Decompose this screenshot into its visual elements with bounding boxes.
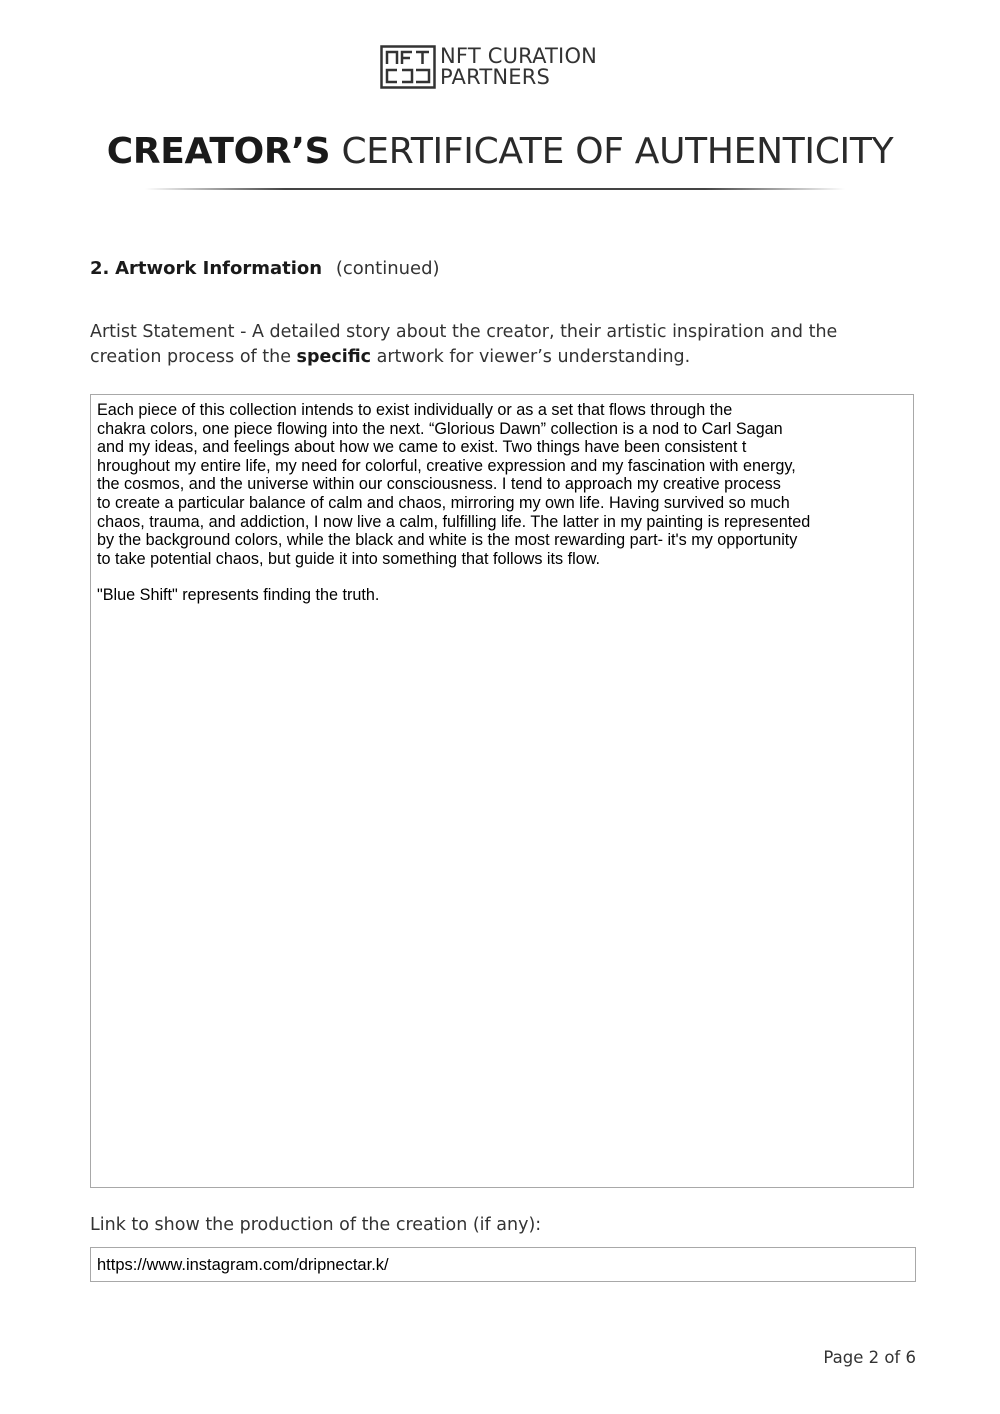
- label-emphasis: specific: [296, 347, 372, 367]
- artist-statement-field[interactable]: [90, 394, 914, 1188]
- statement-line: and my ideas, and feelings about how we came to exist. Two things have been consistent t: [97, 438, 747, 457]
- statement-line: to take potential chaos, but guide it into something that follows its flow.: [97, 549, 601, 568]
- statement-line: Each piece of this collection intends to exist individually or as a set that flows through the: [97, 401, 733, 419]
- logo-line-1: NFT CURATION: [440, 44, 598, 68]
- statement-paragraph-1: [97, 401, 909, 568]
- statement-line: hroughout my entire life, my need for colorful, creative expression and my fascination with energy,: [97, 456, 796, 475]
- title-rest: CERTIFICATE OF AUTHENTICITY: [330, 131, 894, 172]
- statement-paragraph-2: "Blue Shift" represents finding the truth.: [97, 586, 380, 605]
- section-number: 2.: [90, 258, 110, 279]
- statement-line: to create a particular balance of calm and chaos, mirroring my own life. Having survived so much: [97, 493, 790, 512]
- title-divider: [145, 188, 845, 190]
- logo-line-2: PARTNERS: [440, 65, 551, 89]
- production-link-field[interactable]: https://www.instagram.com/dripnectar.k/: [90, 1247, 916, 1282]
- section-name: Artwork Information: [115, 258, 323, 279]
- statement-line: chakra colors, one piece flowing into the next. “Glorious Dawn” collection is a nod to Carl Sagan: [97, 419, 783, 438]
- statement-line: by the background colors, while the black and white is the most rewarding part- it's my opportunity: [97, 531, 798, 550]
- page-title: [0, 128, 1000, 176]
- page-number: Page 2 of 6: [823, 1348, 916, 1367]
- section-heading: [90, 256, 440, 282]
- artist-statement-label: [90, 320, 910, 370]
- title-bold: CREATOR’S: [106, 131, 331, 172]
- label-text-after: artwork for viewer’s understanding.: [371, 347, 691, 367]
- statement-line: the cosmos, and the universe within our consciousness. I tend to approach my creative process: [97, 475, 781, 494]
- statement-line: chaos, trauma, and addiction, I now live a calm, fulfilling life. The latter in my painting is represented: [97, 512, 811, 531]
- company-logo: [380, 44, 597, 90]
- section-continued: (continued): [335, 258, 440, 279]
- logo-wordmark: [440, 46, 597, 88]
- nft-monogram-icon: [380, 45, 436, 89]
- label-text-before: Artist Statement - A detailed story about the creator, their artistic inspiration and the creation process of the: [90, 322, 838, 367]
- production-link-label: Link to show the production of the creation (if any):: [90, 1215, 542, 1235]
